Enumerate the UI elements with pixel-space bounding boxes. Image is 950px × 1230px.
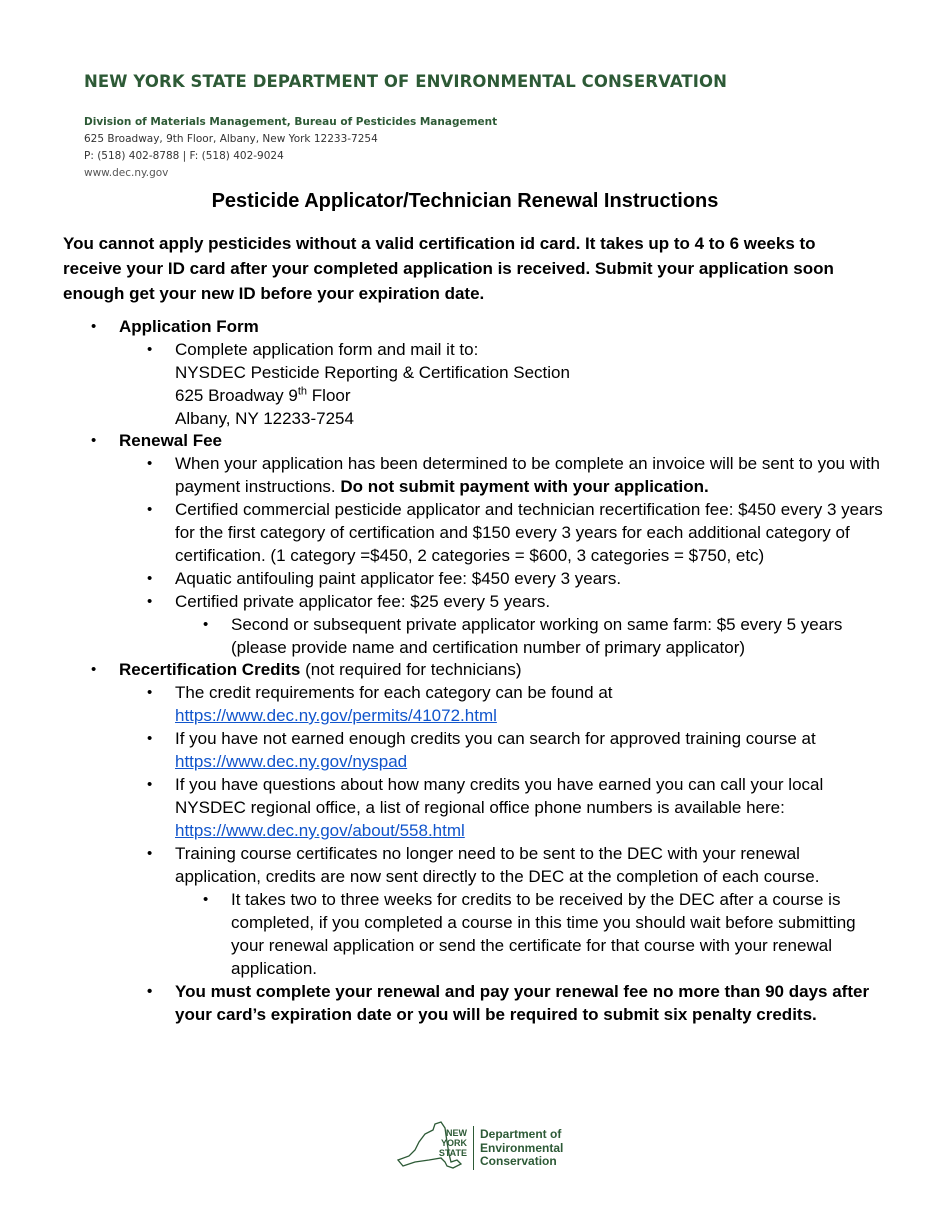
list-item: • Certified private applicator fee: $25 every 5 years. • Second or subsequent private applicator working on same farm: $5 every 5 years (please provide name and certification number of primary applicator): [119, 590, 883, 659]
state-wordmark: NEW YORK STATE: [438, 1128, 467, 1158]
section-renewal-fee: [63, 430, 883, 659]
list-item: • If you have not earned enough credits you can search for approved training course at https://www.dec.ny.gov/nyspad: [119, 727, 883, 773]
instructions-list: [63, 316, 883, 1026]
list-item: • It takes two to three weeks for credits to be received by the DEC after a course is completed, if you completed a course in this time you should wait before submitting your renewal application or send the certificate for that course with your renewal application.: [175, 888, 883, 980]
list-item: • Second or subsequent private applicator working on same farm: $5 every 5 years (please provide name and certification number of primary applicator): [175, 613, 883, 659]
section-heading: Application Form: [119, 317, 259, 336]
list-item: • Certified commercial pesticide applicator and technician recertification fee: $450 every 3 years for the first category of certification and $150 every 3 years for each additional category of certification. (1 category =$450, 2 categories = $600, 3 categories = $750, etc): [119, 498, 883, 567]
phone-fax: P: (518) 402-8788 | F: (518) 402-9024: [84, 150, 284, 162]
website: www.dec.ny.gov: [84, 167, 169, 179]
mailing-address-line: NYSDEC Pesticide Reporting & Certification Section: [175, 363, 570, 382]
agency-name: NEW YORK STATE DEPARTMENT OF ENVIRONMENTAL CONSERVATION: [84, 72, 728, 91]
list-item: • Aquatic antifouling paint applicator fee: $450 every 3 years.: [119, 567, 883, 590]
credit-requirements-link[interactable]: https://www.dec.ny.gov/permits/41072.html: [175, 706, 497, 725]
mailing-address-line: 625 Broadway 9th Floor: [175, 385, 351, 405]
section-heading: Recertification Credits: [119, 660, 301, 679]
regional-offices-link[interactable]: https://www.dec.ny.gov/about/558.html: [175, 821, 465, 840]
list-item: • When your application has been determined to be complete an invoice will be sent to you with payment instructions. Do not submit payment with your application.: [119, 452, 883, 498]
logo-divider: [473, 1126, 474, 1170]
section-heading: Renewal Fee: [119, 431, 222, 450]
division-name: Division of Materials Management, Bureau of Pesticides Management: [84, 116, 498, 128]
list-item: • Training course certificates no longer need to be sent to the DEC with your renewal application, credits are now sent directly to the DEC at the completion of each course. • It takes two to three weeks for credits to be received by the DEC after a course is completed, if you completed a course in this time you should wait before submitting your renewal application or send the certificate for that course with your renewal application.: [119, 842, 883, 980]
dec-footer-logo: [395, 1120, 575, 1175]
list-item: • The credit requirements for each category can be found at https://www.dec.ny.gov/permits/41072.html: [119, 681, 883, 727]
list-item: • Complete application form and mail it to: NYSDEC Pesticide Reporting & Certification Section 625 Broadway 9th Floor Albany, NY 12233-7254: [119, 338, 883, 430]
list-item: • You must complete your renewal and pay your renewal fee no more than 90 days after your card’s expiration date or you will be required to submit six penalty credits.: [119, 980, 883, 1026]
section-recertification-credits: • Recertification Credits (not required for technicians) • The credit requirements for each category can be found at https://www.dec.ny.gov/permits/41072.html • If you have not earned enough credits you can search for approved training course at https://www.dec.ny.gov/nyspad • If you have questions about how many credits you have earned you can call your local NYSDEC regional office, a list of regional office phone numbers is available here: https://www.dec.ny.gov/about/558.html • Training course certificates no longer need to be sent to the DEC with your renewal application, credits are now sent directly to the DEC at the completion of each course. • It takes two to three weeks for credits to be received by the DEC after a course is completed, if you completed a course in this time you should wait before submitting your renewal application or send the certificate for that course with your renewal application. • You must complete your renewal and pay your renewal fee no more than 90 days after your card’s expiration date or you will be required to submit six penalty credits.: [63, 659, 883, 1026]
section-application-form: [63, 316, 883, 430]
list-item: • If you have questions about how many credits you have earned you can call your local NYSDEC regional office, a list of regional office phone numbers is available here: https://www.dec.ny.gov/about/558.html: [119, 773, 883, 842]
department-wordmark: Department of Environmental Conservation: [480, 1127, 564, 1168]
nyspad-link[interactable]: https://www.dec.ny.gov/nyspad: [175, 752, 408, 771]
contact-block: [84, 114, 727, 182]
intro-paragraph: You cannot apply pesticides without a valid certification id card. It takes up to 4 to 6 weeks to receive your ID card after your completed application is received. Submit your application soon enough get your new ID before your expiration date.: [63, 234, 834, 303]
address: 625 Broadway, 9th Floor, Albany, New York 12233-7254: [84, 133, 378, 145]
page-title: Pesticide Applicator/Technician Renewal Instructions: [211, 190, 719, 212]
letterhead: [84, 72, 727, 182]
mailing-address-line: Albany, NY 12233-7254: [175, 409, 354, 428]
